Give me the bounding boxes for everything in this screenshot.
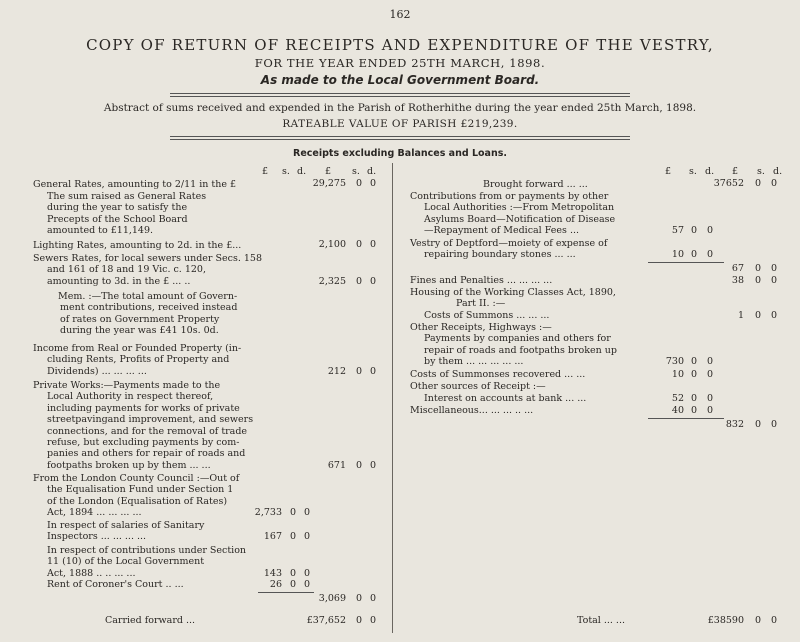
sewers-rates-shillings: 0 — [355, 276, 362, 287]
private-works-pounds: 671 — [327, 460, 346, 471]
summonses-label: Costs of Summonses recovered ... ... — [410, 369, 586, 380]
lcc-shillings: 0 — [289, 507, 296, 518]
other-total-pence: 0 — [770, 419, 777, 430]
general-rates-shillings: 0 — [355, 178, 362, 189]
summonses-pence: 0 — [706, 369, 713, 380]
left-head-d-b: d. — [367, 166, 377, 177]
sewers-rates-pence: 0 — [369, 276, 376, 287]
fines-pence: 0 — [770, 275, 777, 286]
misc-pence: 0 — [706, 405, 713, 416]
left-head-s-b: s. — [352, 166, 360, 177]
lcc-pounds: 2,733 — [254, 507, 282, 518]
general-rates-note: The sum raised as General Rates during the year to satisfy the Precepts of the School Board amounted to £11,149. — [47, 191, 207, 237]
lighting-rates-shillings: 0 — [355, 239, 362, 250]
general-rates-pounds: 29,275 — [312, 178, 346, 189]
misc-pounds: 40 — [671, 405, 684, 416]
housing-label: Housing of the Working Classes Act, 1890, Part II. :— Costs of Summons ... ... ... — [410, 287, 616, 321]
made-to-heading: As made to the Local Government Board. — [260, 73, 540, 87]
contrib-shillings: 0 — [690, 225, 697, 236]
general-rates-pence: 0 — [369, 178, 376, 189]
section-title: Receipts excluding Balances and Loans. — [293, 148, 507, 159]
right-head-s-a: s. — [689, 166, 697, 177]
left-head-pound-b: £ — [325, 166, 332, 177]
sanitary-pounds: 167 — [263, 531, 282, 542]
fines-shillings: 0 — [754, 275, 761, 286]
sanitary-shillings: 0 — [289, 531, 296, 542]
income-property-pence: 0 — [369, 366, 376, 377]
brought-forward-pounds: 37652 — [713, 178, 744, 189]
fines-label: Fines and Penalties ... ... ... ... — [410, 275, 553, 286]
income-property-shillings: 0 — [355, 366, 362, 377]
total-pounds: £38590 — [707, 615, 744, 626]
fines-pounds: 38 — [731, 275, 744, 286]
subtotal-pounds: 3,069 — [318, 593, 346, 604]
coroner-pence: 0 — [303, 579, 310, 590]
page-number: 162 — [389, 8, 411, 21]
interest-shillings: 0 — [690, 393, 697, 404]
sewers-rates-label: Sewers Rates, for local sewers under Secs. 158 and 161 of 18 and 19 Vic. c. 120, amounting to 3d. in the £ ... .. — [33, 253, 262, 287]
right-head-pound-a: £ — [665, 166, 672, 177]
housing-shillings: 0 — [754, 310, 761, 321]
contributions-pence: 0 — [303, 568, 310, 579]
total-shillings: 0 — [754, 615, 761, 626]
contributions-label: In respect of contributions under Section 11 (10) of the Local Government Act, 1888 .. .. ... ... — [47, 545, 247, 579]
page-title: COPY OF RETURN OF RECEIPTS AND EXPENDITURE OF THE VESTRY, — [86, 36, 714, 54]
contributions-pounds: 143 — [263, 568, 282, 579]
right-head-d-a: d. — [705, 166, 715, 177]
rateable-value: RATEABLE VALUE OF PARISH £219,239. — [282, 118, 518, 130]
brought-forward-label: Brought forward ... ... — [483, 179, 588, 190]
deptford-pounds: 10 — [671, 249, 684, 260]
housing-pence: 0 — [770, 310, 777, 321]
contrib-total-pounds: 67 — [731, 263, 744, 274]
interest-pounds: 52 — [671, 393, 684, 404]
sanitary-pence: 0 — [303, 531, 310, 542]
contrib-total-pence: 0 — [770, 263, 777, 274]
highways-label: Other Receipts, Highways :— Payments by companies and others for repair of roads and footpaths broken up by them ... ... ... ... ... — [410, 322, 617, 368]
sanitary-label: In respect of salaries of Sanitary Inspectors ... ... ... ... — [47, 520, 205, 543]
other-sources-label: Other sources of Receipt :— — [410, 381, 546, 392]
income-property-label: Income from Real or Founded Property (in- cluding Rents, Profits of Property and Dividends) ... ... ... ... — [33, 343, 242, 377]
deptford-pence: 0 — [706, 249, 713, 260]
right-head-d-b: d. — [773, 166, 783, 177]
interest-pence: 0 — [706, 393, 713, 404]
right-head-s-b: s. — [757, 166, 765, 177]
lcc-label: From the London County Council :—Out of the Equalisation Fund under Section 1 of the London (Equalisation of Rates) Act, 1894 ... ... ... ... — [33, 473, 240, 519]
right-head-pound-b: £ — [732, 166, 739, 177]
contrib-pounds: 57 — [671, 225, 684, 236]
sewers-rates-pounds: 2,325 — [318, 276, 346, 287]
carried-forward-label: Carried forward ... — [105, 615, 196, 626]
carried-forward-shillings: 0 — [355, 615, 362, 626]
lighting-rates-label: Lighting Rates, amounting to 2d. in the £... — [33, 240, 242, 251]
contributions-shillings: 0 — [289, 568, 296, 579]
highways-shillings: 0 — [690, 356, 697, 367]
private-works-shillings: 0 — [355, 460, 362, 471]
page-subtitle: FOR THE YEAR ENDED 25TH MARCH, 1898. — [254, 56, 546, 70]
carried-forward-pence: 0 — [369, 615, 376, 626]
column-divider — [392, 163, 393, 633]
lighting-rates-pounds: 2,100 — [318, 239, 346, 250]
contributions-other-label: Contributions from or payments by other Local Authorities :—From Metropolitan Asylums Board—Notification of Disease —Repayment of Medical Fees ... — [410, 191, 616, 237]
total-pence: 0 — [770, 615, 777, 626]
misc-shillings: 0 — [690, 405, 697, 416]
other-total-shillings: 0 — [754, 419, 761, 430]
subtotal-shillings: 0 — [355, 593, 362, 604]
housing-pounds: 1 — [737, 310, 744, 321]
title-rule — [170, 93, 630, 94]
left-head-s-a: s. — [282, 166, 290, 177]
contrib-pence: 0 — [706, 225, 713, 236]
brought-forward-shillings: 0 — [754, 178, 761, 189]
private-works-pence: 0 — [369, 460, 376, 471]
private-works-label: Private Works:—Payments made to the Local Authority in respect thereof, including payments for works of private streetpavingand improvement, and sewers connections, and for the removal of trade refuse, but excluding payments by com- panies and others for repair of roads and footpaths broken up by them ... ... — [33, 380, 254, 471]
left-head-d-a: d. — [297, 166, 307, 177]
subtotal-rule — [258, 592, 314, 593]
total-label: Total ... ... — [577, 615, 625, 626]
summonses-pounds: 10 — [671, 369, 684, 380]
abstract-rule-double — [170, 139, 630, 140]
coroner-shillings: 0 — [289, 579, 296, 590]
lighting-rates-pence: 0 — [369, 239, 376, 250]
misc-label: Miscellaneous... ... ... .. ... — [410, 405, 534, 416]
other-total-pounds: 832 — [725, 419, 744, 430]
left-head-pound-a: £ — [262, 166, 269, 177]
lcc-pence: 0 — [303, 507, 310, 518]
deptford-shillings: 0 — [690, 249, 697, 260]
abstract-rule — [170, 136, 630, 137]
brought-forward-pence: 0 — [770, 178, 777, 189]
highways-pence: 0 — [706, 356, 713, 367]
highways-pounds: 730 — [665, 356, 684, 367]
general-rates-label: General Rates, amounting to 2/11 in the £ — [33, 179, 237, 190]
title-rule-double — [170, 96, 630, 97]
coroner-label: Rent of Coroner's Court .. ... — [47, 579, 184, 590]
coroner-pounds: 26 — [269, 579, 282, 590]
summonses-shillings: 0 — [690, 369, 697, 380]
subtotal-pence: 0 — [369, 593, 376, 604]
deptford-label: Vestry of Deptford—moiety of expense of repairing boundary stones ... ... — [410, 238, 608, 261]
carried-forward-pounds: £37,652 — [306, 615, 346, 626]
contrib-total-shillings: 0 — [754, 263, 761, 274]
interest-label: Interest on accounts at bank ... ... — [424, 393, 587, 404]
income-property-pounds: 212 — [327, 366, 346, 377]
mem-note: Mem. :—The total amount of Govern- ment contributions, received instead of rates on Government Property during the year was £41 10s. 0d. — [58, 291, 238, 337]
abstract-text: Abstract of sums received and expended in the Parish of Rotherhithe during the year ended 25th March, 1898. — [103, 102, 697, 114]
